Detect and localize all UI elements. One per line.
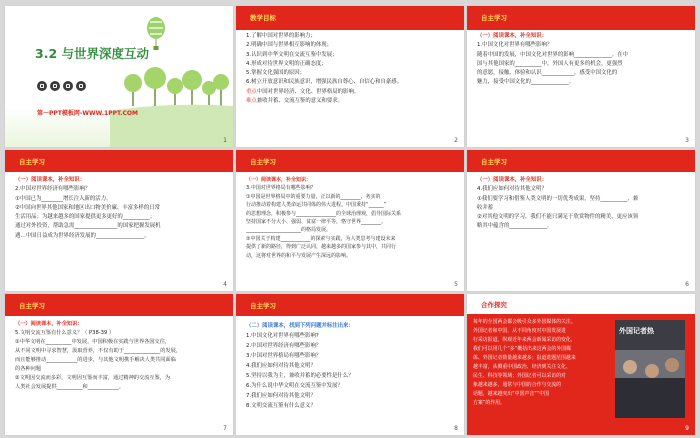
slide-header-bar — [236, 150, 464, 172]
text-line: 行采访报道。纵观近年来两会新闻采访的变化， — [473, 337, 576, 343]
section-heading: （一）阅读课本，补全知识： — [246, 177, 312, 183]
slide-number: 5 — [454, 281, 458, 288]
slide-thumbnail-8[interactable] — [236, 294, 464, 435]
text-line: 外国记者和中国，从不同角度对中国发展进 — [473, 328, 566, 334]
press-photo — [615, 320, 685, 418]
text-line: 提供了新的路径，得到广泛认同，越来越多的国家参与其中，共同行 — [246, 244, 397, 251]
section-heading: （二）阅读课本，找到下列问题并标注出来： — [246, 323, 354, 329]
slide-title: 3.2 与世界深度互动 — [35, 46, 149, 61]
slide-number: 7 — [223, 425, 227, 432]
text-line: 2.明确中国与世界相互影响的体现； — [246, 42, 333, 49]
text-line: 魅力，接受中国文化的______________。 — [477, 79, 575, 86]
question-line: 6.为什么说中华文明在交流互鉴中发展？ — [246, 383, 343, 389]
question-line: 1.中国文化对世界有哪些影响? — [246, 333, 319, 339]
slide-header: 自主学习 — [19, 302, 45, 310]
slide-header: 教学目标 — [250, 14, 276, 22]
hard-label: 难点 — [246, 98, 257, 105]
slide-header: 合作探究 — [481, 301, 507, 309]
text-line: 3.中国对世界格局有哪些影响？ — [246, 185, 316, 192]
text-line: ①中华文明在__________中发展，中国积极在实践与世界各国交往， — [15, 339, 171, 345]
text-line: 1.了解中国对世界的影响力； — [246, 33, 316, 39]
balloon-icon — [147, 17, 165, 50]
ruler-icon — [50, 81, 60, 91]
text-line: ①中国是世界格局中的重要力量，正以新的________，务实的 — [246, 193, 381, 200]
text-line: 从不同文明中寻求智慧，汲取营养，不仅有助于______________的发展， — [15, 348, 182, 354]
text-line: ②文明因交流而多彩，文明因互鉴而丰富，通过精神的交流互鉴，为 — [15, 375, 171, 381]
text-line: 象越来越多，通常与中国的合作与交流的 — [473, 382, 562, 388]
question-line: 7.我们应如何对待其他文明？ — [246, 393, 316, 399]
photo-caption: 外国记者热 — [619, 327, 654, 335]
text-line: 5.掌握文化强国的原因； — [246, 70, 306, 77]
slide-number: 4 — [223, 281, 227, 288]
slide-thumbnail-5[interactable] — [236, 150, 464, 291]
text-line: 坚持国家不分大小、强弱、贫富一律平等，恪守世界________。 — [246, 219, 387, 226]
slide-header: 自主学习 — [481, 14, 507, 22]
text-line: 而且能够推动____________的进步，与其他文明携手解决人类共同面临 — [15, 357, 176, 363]
text-line: 3.认识到中华文明在交流互鉴中发展； — [246, 51, 338, 58]
palette-icon — [76, 81, 86, 91]
slide-header: 自主学习 — [19, 158, 45, 166]
question-line: 2.中国对世界经济有哪些影响？ — [246, 343, 322, 349]
text-line: 我们可以用几个“多”概括出来这两会的外国媒 — [473, 346, 571, 352]
slide-number: 6 — [685, 281, 689, 288]
text-line: 的意愿，接触、体验和认识____________，感受中国文化的 — [477, 70, 618, 77]
slide-header-bar — [236, 294, 464, 316]
text-line: 遇…中国日益成为世界经济发展的__________________。 — [15, 232, 150, 239]
text-line: 民生、科技等领域；外国记者可以采访的对 — [473, 373, 566, 379]
key-line — [246, 88, 452, 97]
slide-thumbnail-1[interactable] — [5, 6, 233, 147]
text-line: 越丰富，从侧重中国政治、经济到关注文化、 — [473, 364, 571, 370]
section-heading: （一）阅读课本，补全知识： — [15, 321, 83, 327]
text-line: 1.中国文化对世界有哪些影响？ — [477, 42, 553, 49]
text-line: 的思想理念，积极参与________________的全球治理观，倡导国际关系 — [246, 210, 402, 217]
slide-header-bar — [5, 150, 233, 172]
text-line: ①我们要学习和借鉴人类文明的一切优秀成果，坚持__________，兼 — [477, 195, 639, 202]
pencil-icon — [37, 81, 47, 91]
key-label: 重点 — [246, 88, 257, 95]
key-text: 中国对世界经济、文化、世界格局的影响。 — [256, 88, 360, 95]
text-line: ①中国已为________增长注入新的活力。 — [15, 195, 112, 202]
text-line: 收并蓄 — [477, 204, 494, 211]
text-line: 行动推动着构建人类命运共同体的伟大进程。中国秉持“______” — [246, 202, 387, 209]
slide-number: 8 — [454, 425, 458, 432]
slide-number: 2 — [454, 137, 458, 144]
text-line: ②对其他文明的学习，我们不能只满足于欣赏物件的精美，更应该领 — [477, 214, 639, 221]
slide-body — [477, 176, 683, 232]
header-strip — [467, 294, 695, 314]
slide-number: 9 — [685, 425, 689, 432]
hard-text: 兼收并蓄、交流互鉴的意义和要求。 — [256, 98, 344, 105]
section-heading: （一）阅读课本，补全知识： — [15, 177, 86, 183]
section-heading: （一）阅读课本，补全知识： — [477, 177, 548, 183]
text-line: ②中国关于构建____________的探索与实践，为人类思考与建设未来 — [246, 235, 396, 242]
slide-header-bar — [5, 294, 233, 316]
book-icon — [63, 81, 73, 91]
slide-header: 自主学习 — [250, 302, 276, 310]
text-line: 随着中国的发展，中国文化对世界的影响______________。在中 — [477, 51, 628, 58]
text-line: 的各种问题 — [15, 366, 41, 372]
slide-body — [15, 176, 221, 241]
slide-thumbnail-9[interactable] — [467, 294, 695, 435]
slide-header: 自主学习 — [481, 158, 507, 166]
slide-body — [246, 176, 452, 260]
text-line: 5.文明交流互鉴有什么意义？（ P38-39 ） — [15, 330, 115, 336]
slide-number: 3 — [685, 137, 689, 144]
text-line: ______________________的格局发展。 — [246, 227, 332, 234]
slide-header-bar — [467, 150, 695, 172]
text-line: 人类社会发展提供__________和____________。 — [15, 384, 124, 390]
slide-body — [15, 320, 221, 392]
slide-thumbnail-3[interactable] — [467, 6, 695, 147]
slide-footer: 第一PPT模板网-WWW.1PPT.COM — [37, 110, 138, 117]
slide-thumbnail-6[interactable] — [467, 150, 695, 291]
text-line: 方案”的作用。 — [473, 400, 505, 406]
slide-thumbnail-7[interactable] — [5, 294, 233, 435]
slide-header-bar — [467, 6, 695, 30]
text-line: ②中国向世界其他国家和地区出口物美价廉、丰富多样的日常 — [15, 204, 160, 211]
slide-body — [473, 318, 609, 408]
text-line: 2.中国对世界经济有哪些影响？ — [15, 186, 91, 193]
text-line: 4.形成对待世界文明的正确态度； — [246, 60, 327, 67]
slide-number: 1 — [223, 137, 227, 144]
section-heading: （一）阅读课本，补全知识： — [477, 33, 548, 39]
slide-thumbnail-4[interactable] — [5, 150, 233, 291]
slide-body — [246, 32, 452, 106]
text-line: 生活用品；为越来越多的国家提供更多更好的__________； — [15, 214, 156, 221]
text-line: 4.我们应如何对待其他文明？ — [477, 186, 547, 193]
slide-body — [246, 321, 452, 411]
icon-row — [37, 76, 89, 95]
question-line: 5.坚持以我为主，兼收并蓄的必要性是什么？ — [246, 373, 354, 379]
question-line: 3.中国对世界格局有哪些影响？ — [246, 353, 322, 359]
slide-header: 自主学习 — [250, 158, 276, 166]
text-line: 国与其他国家的__________中，外国人有更多的机会，更强烈 — [477, 60, 623, 67]
text-line: 略其中蕴含的______________。 — [477, 223, 553, 230]
text-line: 每年的全国两会都会吸引众多外国媒体的关注。 — [473, 319, 576, 325]
text-line: 6.树立开放意识和民族意识，增强民族自尊心、自信心和自豪感。 — [246, 79, 403, 86]
text-line: 动，这将对世界的和平与发展产生深远的影响。 — [246, 252, 352, 259]
slide-thumbnail-2[interactable] — [236, 6, 464, 147]
slide-body — [477, 32, 683, 88]
question-line: 8.文明交流互鉴有什么意义？ — [246, 403, 316, 409]
hard-line — [246, 97, 452, 106]
text-line: 体、外国记者数量越来越多；报道选题范围越来 — [473, 355, 576, 361]
text-line: 通过对外投资，帮助急需________________的国家把握发展机 — [15, 223, 161, 230]
slide-header-bar — [236, 6, 464, 30]
question-line: 4.我们应如何对待其他文明？ — [246, 363, 316, 369]
text-line: 话题，越来越突出“中国声音”“中国 — [473, 391, 550, 397]
